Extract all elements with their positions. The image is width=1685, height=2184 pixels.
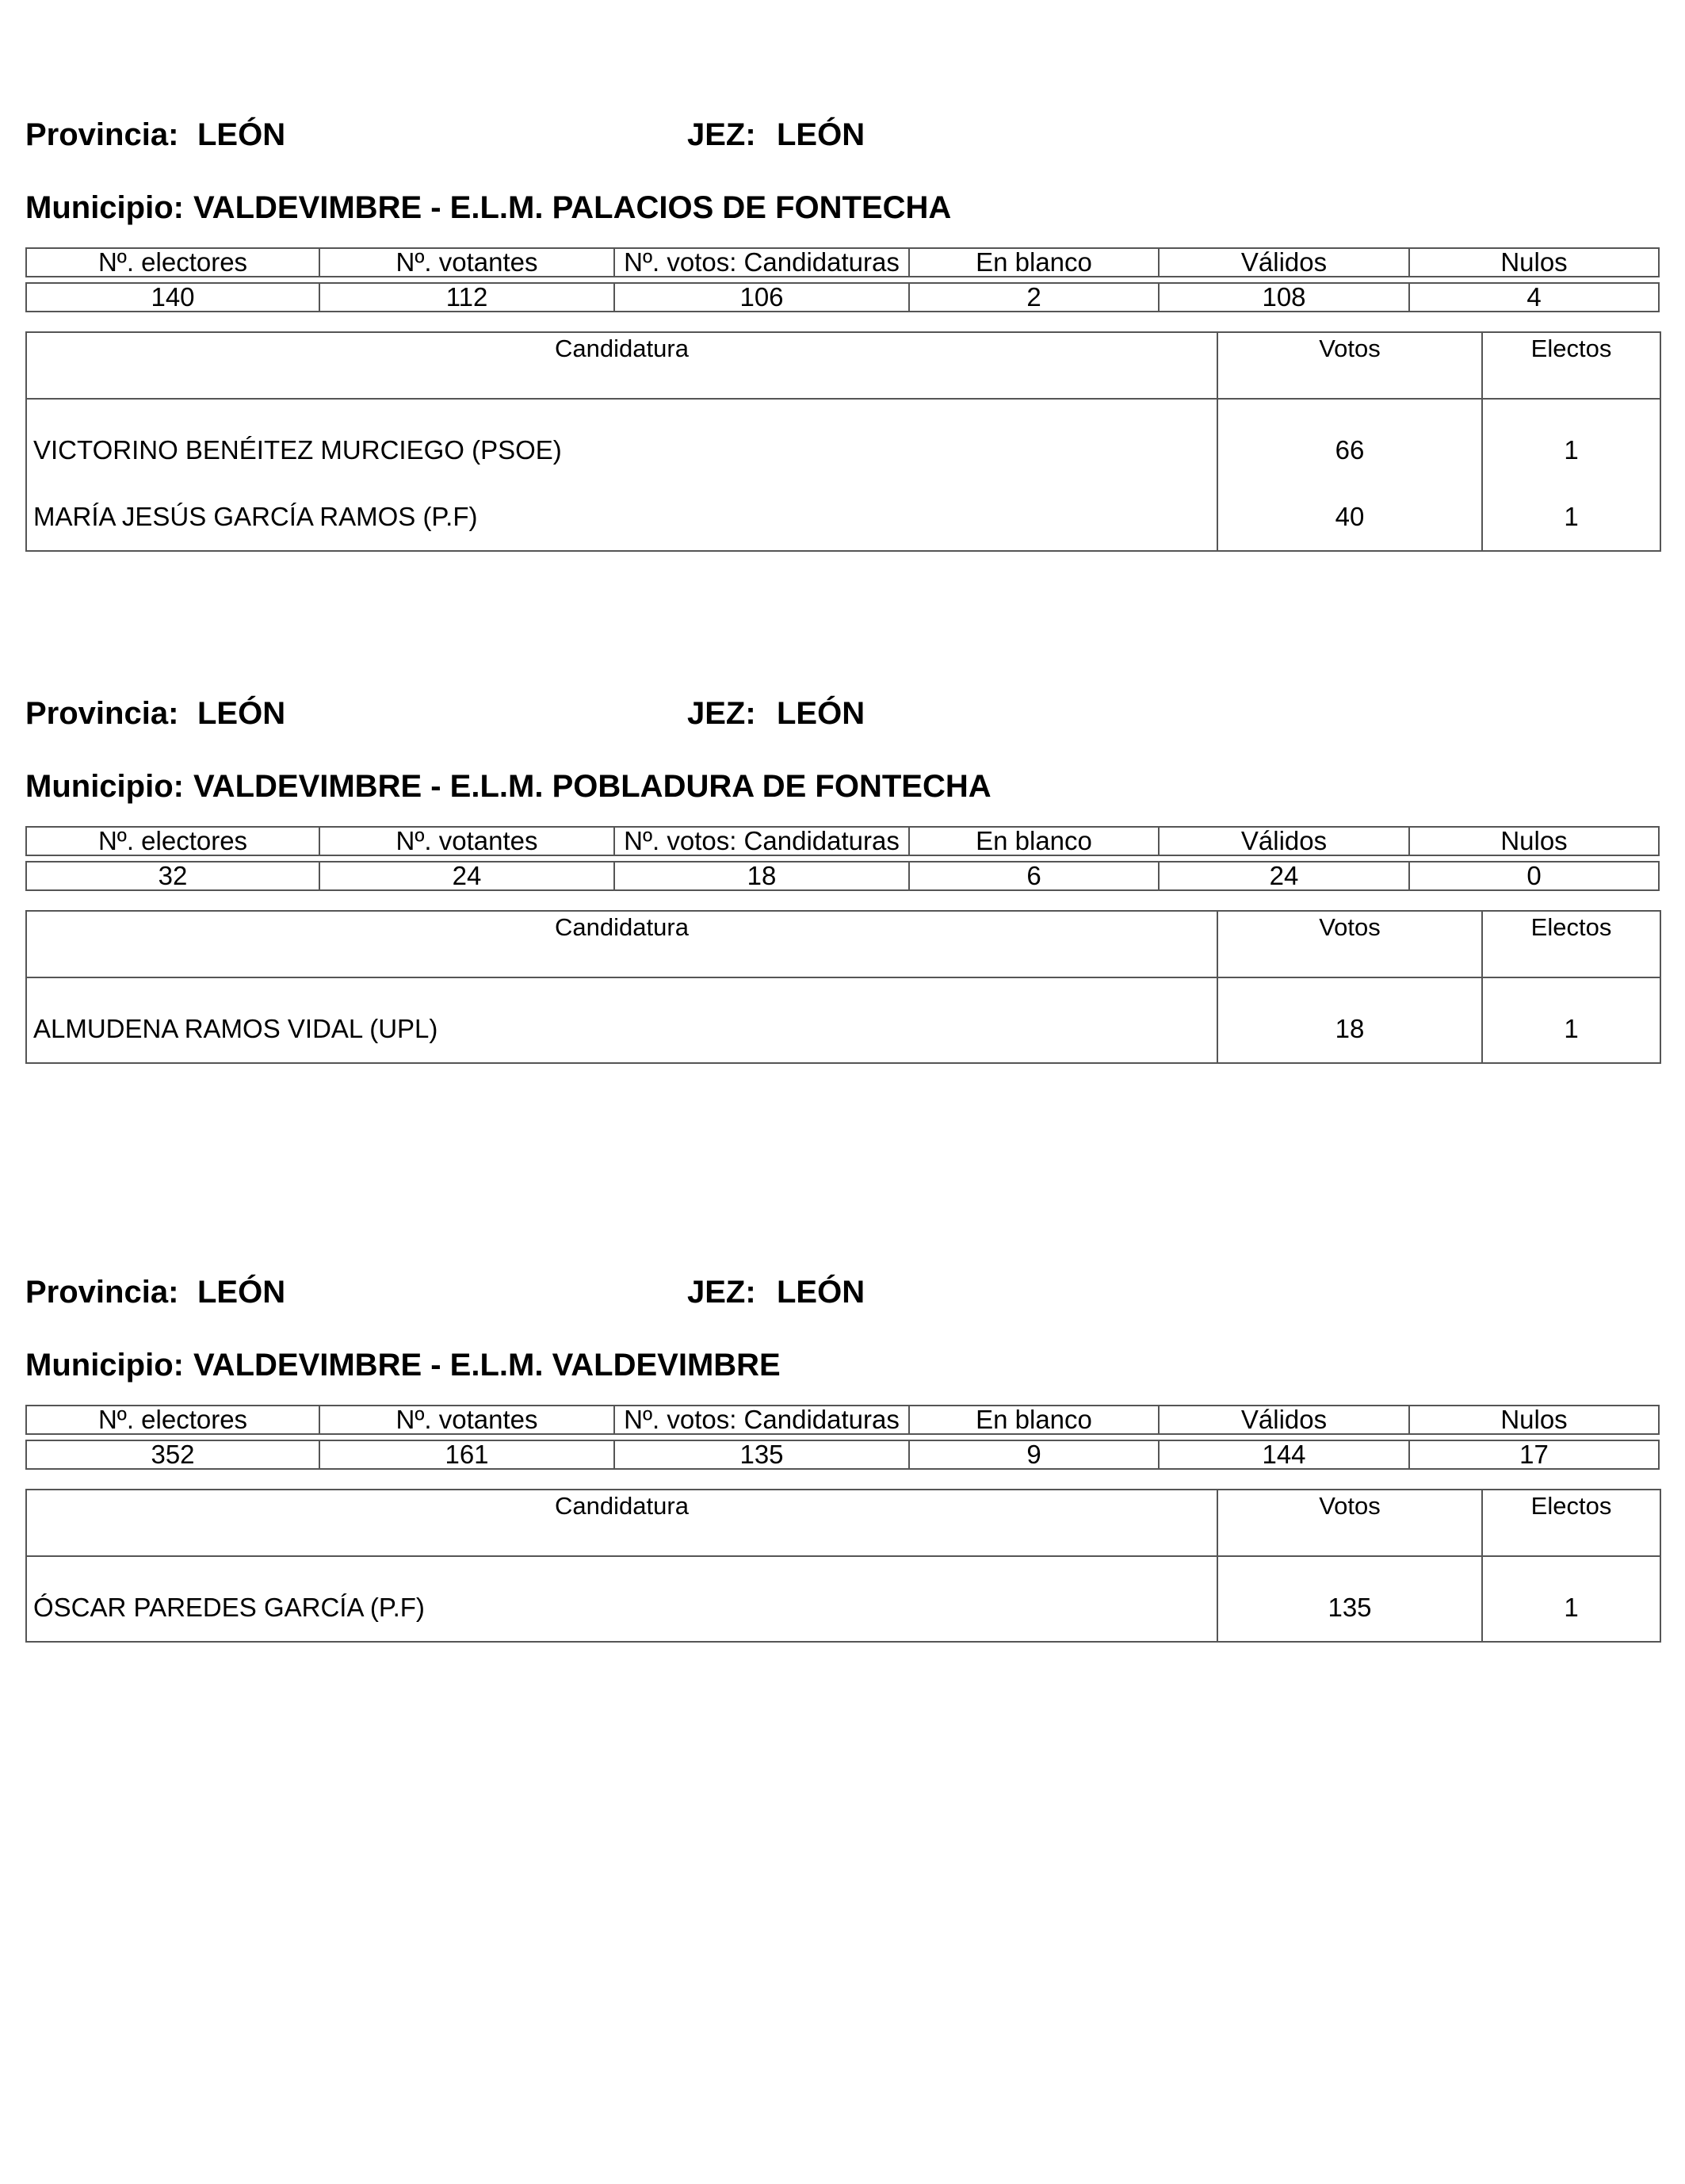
summary-value-row: [25, 282, 1660, 312]
value-votantes: 24: [319, 861, 613, 891]
provincia-label: Provincia:: [25, 696, 179, 731]
header-votantes: Nº. votantes: [319, 247, 613, 277]
value-electores: 352: [25, 1440, 319, 1470]
jez-label: JEZ:: [687, 117, 756, 152]
value-votos-candidaturas: 18: [613, 861, 908, 891]
jez-value: LEÓN: [777, 117, 865, 152]
header-electores: Nº. electores: [25, 826, 319, 856]
municipio-value: VALDEVIMBRE - E.L.M. VALDEVIMBRE: [193, 1348, 781, 1383]
province-line: [25, 693, 1660, 734]
header-electos: Electos: [1482, 1490, 1660, 1556]
provincia-label: Provincia:: [25, 1275, 179, 1310]
candidate-name: MARÍA JESÚS GARCÍA RAMOS (P.F): [26, 484, 1217, 551]
header-validos: Válidos: [1158, 826, 1408, 856]
jez-value: LEÓN: [777, 696, 865, 731]
jez-value: LEÓN: [777, 1275, 865, 1310]
municipality-section-2: [25, 693, 1660, 1184]
municipio-line: [25, 766, 1660, 807]
header-electos: Electos: [1482, 911, 1660, 977]
value-en-blanco: 9: [908, 1440, 1158, 1470]
candidate-electos: 1: [1482, 1556, 1660, 1642]
summary-header-row: [25, 247, 1660, 277]
provincia-label: Provincia:: [25, 117, 179, 152]
municipio-label: Municipio:: [25, 769, 184, 804]
header-nulos: Nulos: [1408, 247, 1660, 277]
summary-table: [25, 243, 1660, 317]
value-votos-candidaturas: 135: [613, 1440, 908, 1470]
value-en-blanco: 6: [908, 861, 1158, 891]
results-table: [25, 910, 1661, 1064]
summary-value-row: [25, 861, 1660, 891]
header-nulos: Nulos: [1408, 826, 1660, 856]
candidate-row: [26, 399, 1660, 484]
results-header-row: [26, 1490, 1660, 1556]
results-header-row: [26, 911, 1660, 977]
candidate-name: ALMUDENA RAMOS VIDAL (UPL): [26, 977, 1217, 1063]
candidate-votos: 135: [1217, 1556, 1482, 1642]
candidate-votos: 66: [1217, 399, 1482, 484]
header-candidatura: Candidatura: [26, 1490, 1217, 1556]
value-electores: 32: [25, 861, 319, 891]
municipality-section-3: [25, 1272, 1660, 1763]
value-en-blanco: 2: [908, 282, 1158, 312]
header-votos: Votos: [1217, 1490, 1482, 1556]
header-electores: Nº. electores: [25, 247, 319, 277]
value-nulos: 17: [1408, 1440, 1660, 1470]
header-validos: Válidos: [1158, 247, 1408, 277]
municipio-label: Municipio:: [25, 190, 184, 225]
results-table: [25, 1489, 1661, 1643]
candidate-electos: 1: [1482, 399, 1660, 484]
header-nulos: Nulos: [1408, 1405, 1660, 1435]
header-electos: Electos: [1482, 332, 1660, 399]
provincia-value: LEÓN: [197, 696, 286, 731]
header-candidatura: Candidatura: [26, 332, 1217, 399]
candidate-row: [26, 484, 1660, 551]
candidate-votos: 18: [1217, 977, 1482, 1063]
header-en-blanco: En blanco: [908, 247, 1158, 277]
candidate-row: [26, 977, 1660, 1063]
provincia-value: LEÓN: [197, 117, 286, 152]
summary-table: [25, 1400, 1660, 1474]
candidate-row: [26, 1556, 1660, 1642]
header-votantes: Nº. votantes: [319, 826, 613, 856]
summary-header-row: [25, 826, 1660, 856]
municipio-line: [25, 187, 1660, 228]
value-validos: 108: [1158, 282, 1408, 312]
header-votos: Votos: [1217, 332, 1482, 399]
header-votos: Votos: [1217, 911, 1482, 977]
candidate-name: ÓSCAR PAREDES GARCÍA (P.F): [26, 1556, 1217, 1642]
header-votos-candidaturas: Nº. votos: Candidaturas: [613, 247, 908, 277]
province-line: [25, 1272, 1660, 1313]
value-votantes: 112: [319, 282, 613, 312]
summary-value-row: [25, 1440, 1660, 1470]
municipality-section-1: [25, 114, 1660, 606]
candidate-votos: 40: [1217, 484, 1482, 551]
candidate-electos: 1: [1482, 484, 1660, 551]
value-nulos: 4: [1408, 282, 1660, 312]
summary-header-row: [25, 1405, 1660, 1435]
municipio-value: VALDEVIMBRE - E.L.M. POBLADURA DE FONTECHA: [193, 769, 992, 804]
header-en-blanco: En blanco: [908, 826, 1158, 856]
summary-table: [25, 821, 1660, 896]
results-header-row: [26, 332, 1660, 399]
municipio-label: Municipio:: [25, 1348, 184, 1383]
candidate-electos: 1: [1482, 977, 1660, 1063]
value-validos: 144: [1158, 1440, 1408, 1470]
value-votos-candidaturas: 106: [613, 282, 908, 312]
results-table: [25, 331, 1661, 552]
header-electores: Nº. electores: [25, 1405, 319, 1435]
header-votos-candidaturas: Nº. votos: Candidaturas: [613, 1405, 908, 1435]
value-validos: 24: [1158, 861, 1408, 891]
value-votantes: 161: [319, 1440, 613, 1470]
municipio-line: [25, 1344, 1660, 1386]
value-electores: 140: [25, 282, 319, 312]
province-line: [25, 114, 1660, 155]
header-votos-candidaturas: Nº. votos: Candidaturas: [613, 826, 908, 856]
candidate-name: VICTORINO BENÉITEZ MURCIEGO (PSOE): [26, 399, 1217, 484]
jez-label: JEZ:: [687, 696, 756, 731]
jez-label: JEZ:: [687, 1275, 756, 1310]
header-candidatura: Candidatura: [26, 911, 1217, 977]
value-nulos: 0: [1408, 861, 1660, 891]
header-votantes: Nº. votantes: [319, 1405, 613, 1435]
municipio-value: VALDEVIMBRE - E.L.M. PALACIOS DE FONTECHA: [193, 190, 952, 225]
provincia-value: LEÓN: [197, 1275, 286, 1310]
header-en-blanco: En blanco: [908, 1405, 1158, 1435]
header-validos: Válidos: [1158, 1405, 1408, 1435]
